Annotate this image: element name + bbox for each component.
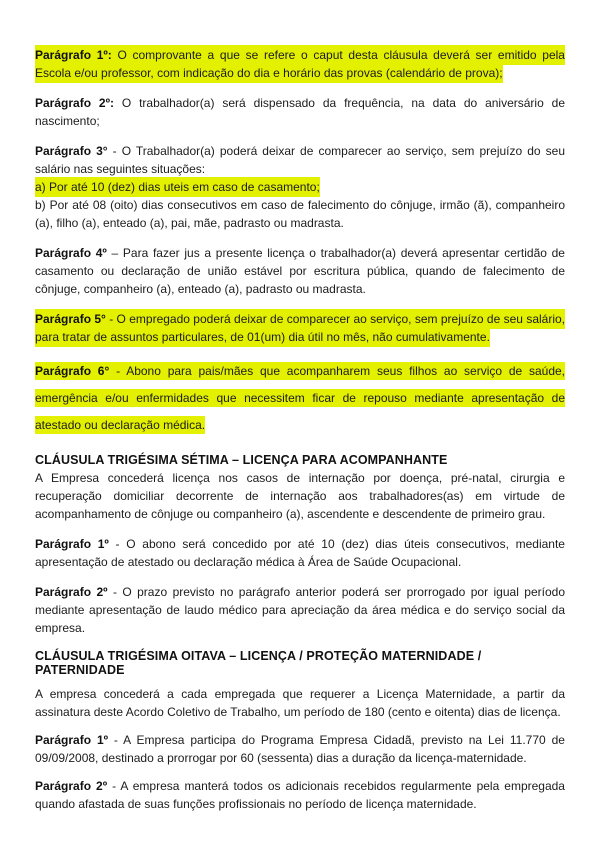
paragraph-4 (35, 244, 565, 298)
paragraph-label: Parágrafo 6° (35, 364, 110, 378)
clause-38-paragraph-2 (35, 777, 565, 813)
paragraph-label: Parágrafo 2º: (35, 96, 114, 110)
paragraph-2 (35, 94, 565, 130)
clause-37-paragraph-2 (35, 583, 565, 637)
paragraph-text: - O abono será concedido por até 10 (dez) dias úteis consecutivos, mediante apresentação de atestado ou declaração médica à Área de Saúde Ocupacional. (35, 537, 565, 569)
clause-38-paragraph-1 (35, 731, 565, 767)
list-item-b: b) Por até 08 (oito) dias consecutivos em caso de falecimento do cônjuge, irmão (ã), companheiro (a), filho (a), enteado (a), pai, mãe, padrasto ou madrasta. (35, 198, 565, 230)
paragraph-text: - O empregado poderá deixar de comparecer ao serviço, sem prejuízo de seu salário, para tratar de assuntos particulares, de 01(um) dia útil no mês, não cumulativamente. (35, 312, 566, 344)
paragraph-1 (35, 46, 565, 82)
paragraph-3 (35, 142, 565, 232)
paragraph-5 (35, 310, 565, 346)
paragraph-text: O comprovante a que se refere o caput desta cláusula deverá ser emitido pela Escola e/ou professor, com indicação do dia e horário das provas (calendário de prova); (35, 48, 565, 80)
paragraph-label: Parágrafo 1º (35, 537, 109, 551)
clause-37-body: A Empresa concederá licença nos casos de internação por doença, pré-natal, cirurgia e recuperação domiciliar decorrente de internação aos trabalhadores(as) em virtude de acompanhamento de cônjuge ou companheiro (a), ascendente e descendente de primeiro grau. (35, 471, 565, 521)
paragraph-text: - O prazo previsto no parágrafo anterior poderá ser prorrogado por igual período mediante apresentação de laudo médico para apreciação da área médica e do serviço social da empresa. (35, 585, 565, 635)
highlighted-text (35, 45, 565, 83)
paragraph-label: Parágrafo 1º (35, 733, 108, 747)
clause-38-body: A empresa concederá a cada empregada que requerer a Licença Maternidade, a partir da assinatura deste Acordo Coletivo de Trabalho, um período de 180 (cento e oitenta) dias de licença. (35, 687, 565, 719)
paragraph-label: Parágrafo 1º: (35, 48, 112, 62)
paragraph-text: O trabalhador(a) será dispensado da frequência, na data do aniversário de nascimento; (35, 96, 565, 128)
paragraph-text: – Para fazer jus a presente licença o trabalhador(a) deverá apresentar certidão de casamento ou declaração de união estável por escritura pública, quando de falecimento de cônjuge, companheiro (a), enteado (a), padrasto ou madrasta. (35, 246, 565, 296)
paragraph-label: Parágrafo 2º (35, 779, 108, 793)
paragraph-label: Parágrafo 5° (35, 312, 106, 326)
paragraph-text: - Abono para pais/mães que acompanharem seus filhos ao serviço de saúde, emergência e/ou enfermidades que necessitem ficar de repouso mediante apresentação de atestado ou declaração médica. (35, 364, 566, 432)
paragraph-6 (35, 358, 565, 439)
paragraph-text: - A Empresa participa do Programa Empresa Cidadã, previsto na Lei 11.770 de 09/09/2008, destinado a prorrogar por 60 (sessenta) dias a duração da licença-maternidade. (35, 733, 565, 765)
highlighted-text (35, 362, 565, 434)
highlighted-text: a) Por até 10 (dez) dias uteis em caso de casamento; (35, 177, 320, 197)
paragraph-text: - O Trabalhador(a) poderá deixar de comparecer ao serviço, sem prejuízo do seu salário nas seguintes situações: (35, 144, 565, 176)
paragraph-label: Parágrafo 3° (35, 144, 108, 158)
clause-37-heading: CLÁUSULA TRIGÉSIMA SÉTIMA – LICENÇA PARA ACOMPANHANTE (35, 453, 448, 467)
paragraph-label: Parágrafo 2º (35, 585, 108, 599)
paragraph-text: - A empresa manterá todos os adicionais recebidos regularmente pela empregada quando afastada de suas funções profissionais no período de licença maternidade. (35, 779, 565, 811)
clause-37-paragraph-1 (35, 535, 565, 571)
paragraph-label: Parágrafo 4º (35, 246, 107, 260)
clause-38-heading: CLÁUSULA TRIGÉSIMA OITAVA – LICENÇA / PROTEÇÃO MATERNIDADE / PATERNIDADE (35, 649, 482, 677)
highlighted-text (35, 309, 565, 347)
